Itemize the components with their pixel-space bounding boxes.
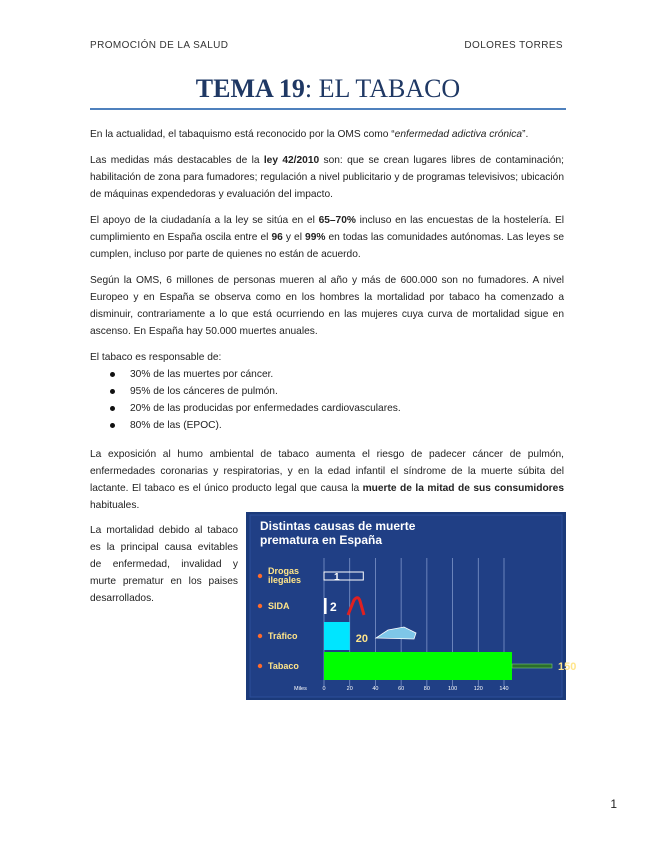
text: ”. <box>522 129 529 140</box>
list-item <box>90 383 564 400</box>
category-label: ilegales <box>268 575 302 585</box>
text: El apoyo de la ciudadanía a la ley se sitúa en el <box>90 215 319 226</box>
x-axis-label: Miles <box>294 686 307 692</box>
list-item <box>90 366 564 383</box>
list-item-text: 20% de las producidas por enfermedades cardiovasculares. <box>130 403 401 414</box>
bar-tabaco-extension <box>512 664 552 668</box>
text: La exposición al humo ambiental de tabaco aumenta el riesgo de padecer cáncer de pulmón, enfermedades coronarias y respiratorias, y en la edad infantil el síndrome de la muerte súbita del lactante. El tabaco es el único producto legal que causa la <box>90 449 564 494</box>
title-bold: TEMA 19 <box>195 74 305 103</box>
paragraph-3 <box>90 212 564 263</box>
bar-trafico <box>324 622 350 650</box>
bullet-icon <box>110 372 115 377</box>
list-item-text: 95% de los cánceres de pulmón. <box>130 386 278 397</box>
category-marker-icon <box>258 664 262 668</box>
category-label: SIDA <box>268 601 290 611</box>
category-label: Tabaco <box>268 661 299 671</box>
paragraph-2 <box>90 152 564 203</box>
x-tick-label: 80 <box>423 686 430 692</box>
text: en todas las comunidades autónomas. Las leyes se cumplen, incluso por parte de quienes no están de acuerdo. <box>90 232 564 260</box>
page-number: 1 <box>610 797 617 811</box>
x-tick-label: 120 <box>473 686 483 692</box>
value-label: 150 <box>558 661 577 673</box>
chart-title-line2: prematura en España <box>260 533 383 547</box>
paragraph-4 <box>90 272 564 340</box>
italic-text: enfermedad adictiva crónica <box>394 129 523 140</box>
category-label: Drogas <box>268 566 300 576</box>
bullet-icon <box>110 389 115 394</box>
x-tick-label: 20 <box>346 686 353 692</box>
text: Las medidas más destacables de la <box>90 155 264 166</box>
title-divider <box>90 108 566 110</box>
value-label: 20 <box>355 633 368 645</box>
x-tick-label: 100 <box>447 686 458 692</box>
category-marker-icon <box>258 574 262 578</box>
text: y el <box>282 232 306 243</box>
paragraph-6 <box>90 446 564 514</box>
page-title <box>90 74 566 104</box>
text: son: que se crean lugares libres de contaminación; habilitación de zona para fumadores; regulación a nivel publicitario y de programas televisivos; ubicación de máquinas expendedoras y evaluación del impacto. <box>90 155 564 200</box>
header-right: DOLORES TORRES <box>464 40 563 51</box>
paragraph-5 <box>90 349 564 366</box>
category-label: Tráfico <box>268 631 298 641</box>
bullet-list <box>90 366 564 434</box>
bar-sida <box>324 598 327 614</box>
mortality-chart <box>246 512 577 700</box>
bullet-icon <box>110 423 115 428</box>
chart-svg <box>246 512 577 700</box>
x-tick-label: 0 <box>322 686 326 692</box>
bar-tabaco <box>324 652 512 680</box>
text: Según la OMS, 6 millones de personas mueren al año y más de 600.000 son no fumadores. A nivel Europeo y en España se observa como en los hombres la mortalidad por tabaco ha comenzado a disminuir, contrariamente a lo que está ocurriendo en las mujeres cuya curva de mortalidad sigue en ascenso. En España hay 50.000 muertes anuales. <box>90 275 564 337</box>
bold-text: 96 <box>271 232 283 243</box>
value-label: 1 <box>334 572 340 583</box>
category-marker-icon <box>258 604 262 608</box>
text: habituales. <box>90 500 140 511</box>
text: El tabaco es responsable de: <box>90 352 222 363</box>
x-tick-label: 40 <box>372 686 379 692</box>
list-item <box>90 417 564 434</box>
x-tick-label: 140 <box>499 686 509 692</box>
list-item-text: 30% de las muertes por cáncer. <box>130 369 274 380</box>
list-item-text: 80% de las (EPOC). <box>130 420 222 431</box>
category-marker-icon <box>258 634 262 638</box>
list-item <box>90 400 564 417</box>
paragraph-1 <box>90 126 564 143</box>
bold-text: ley 42/2010 <box>263 155 320 166</box>
chart-title-line1: Distintas causas de muerte <box>260 519 416 533</box>
bullet-icon <box>110 406 115 411</box>
text: En la actualidad, el tabaquismo está reconocido por la OMS como “ <box>90 129 395 140</box>
header-left: PROMOCIÓN DE LA SALUD <box>90 40 229 51</box>
bold-text: 65–70% <box>318 215 356 226</box>
bold-text: 99% <box>305 232 326 243</box>
title-rest: : EL TABACO <box>304 74 461 103</box>
text: incluso en las encuestas de la hostelería. El cumplimiento en España oscila entre el <box>90 215 564 243</box>
bold-text: muerte de la mitad de sus consumidores <box>362 483 564 494</box>
value-label: 2 <box>330 600 337 614</box>
x-tick-label: 60 <box>398 686 405 692</box>
side-text: La mortalidad debido al tabaco es la principal causa evitables de enfermedad, invalidad y murte prematur en los paises desarrollados. <box>90 525 238 604</box>
